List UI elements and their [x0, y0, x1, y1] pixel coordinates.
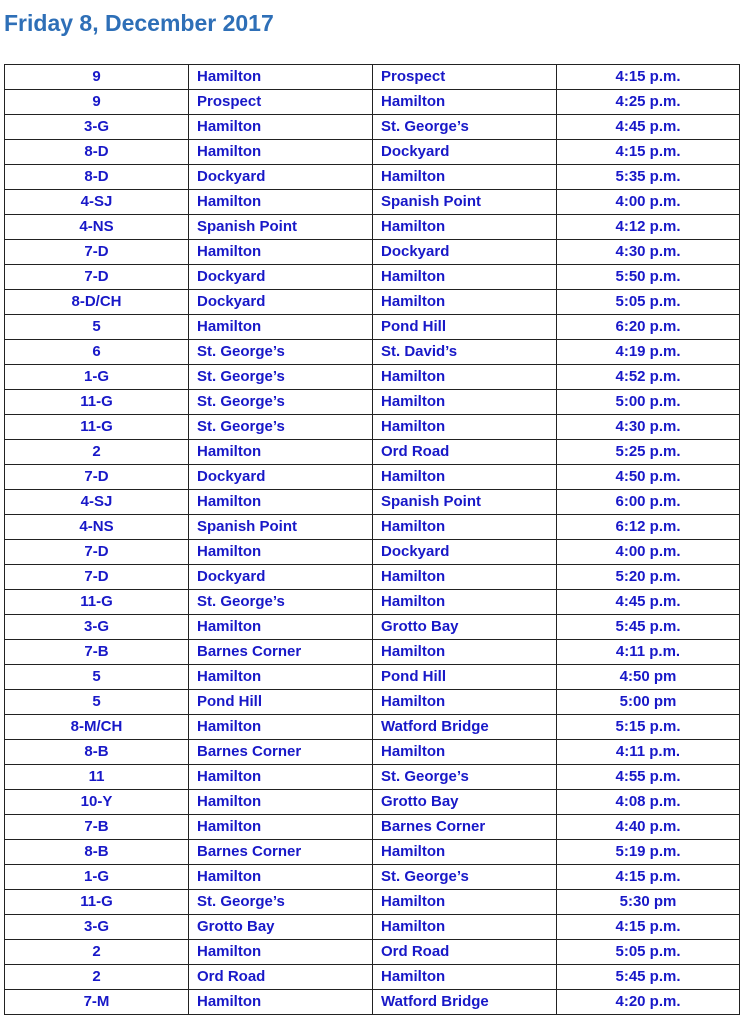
time-cell: 4:15 p.m. [557, 865, 740, 890]
from-cell: Spanish Point [189, 215, 373, 240]
table-row [5, 315, 740, 340]
to-cell: Hamilton [373, 215, 557, 240]
to-cell: Grotto Bay [373, 790, 557, 815]
from-cell: Hamilton [189, 815, 373, 840]
page-title: Friday 8, December 2017 [4, 10, 274, 36]
to-cell: Spanish Point [373, 490, 557, 515]
time-cell: 4:12 p.m. [557, 215, 740, 240]
table-row [5, 790, 740, 815]
route-cell: 11-G [5, 890, 189, 915]
from-cell: Dockyard [189, 265, 373, 290]
to-cell: Spanish Point [373, 190, 557, 215]
table-row [5, 290, 740, 315]
route-cell: 5 [5, 315, 189, 340]
route-cell: 11-G [5, 390, 189, 415]
route-cell: 7-M [5, 990, 189, 1015]
route-cell: 9 [5, 90, 189, 115]
route-cell: 7-B [5, 815, 189, 840]
table-row [5, 740, 740, 765]
route-cell: 7-B [5, 640, 189, 665]
from-cell: Hamilton [189, 440, 373, 465]
to-cell: Hamilton [373, 515, 557, 540]
from-cell: Grotto Bay [189, 915, 373, 940]
route-cell: 4-NS [5, 215, 189, 240]
from-cell: St. George’s [189, 340, 373, 365]
table-row [5, 90, 740, 115]
table-row [5, 240, 740, 265]
to-cell: Prospect [373, 65, 557, 90]
time-cell: 4:15 p.m. [557, 915, 740, 940]
time-cell: 4:45 p.m. [557, 590, 740, 615]
to-cell: Hamilton [373, 465, 557, 490]
to-cell: Hamilton [373, 590, 557, 615]
to-cell: Hamilton [373, 265, 557, 290]
route-cell: 1-G [5, 865, 189, 890]
to-cell: Pond Hill [373, 665, 557, 690]
to-cell: Hamilton [373, 840, 557, 865]
from-cell: Hamilton [189, 865, 373, 890]
route-cell: 8-M/CH [5, 715, 189, 740]
to-cell: Hamilton [373, 165, 557, 190]
route-cell: 3-G [5, 115, 189, 140]
from-cell: Barnes Corner [189, 840, 373, 865]
table-row [5, 340, 740, 365]
from-cell: Hamilton [189, 765, 373, 790]
table-row [5, 540, 740, 565]
to-cell: Ord Road [373, 940, 557, 965]
from-cell: Hamilton [189, 940, 373, 965]
from-cell: Barnes Corner [189, 640, 373, 665]
from-cell: Dockyard [189, 565, 373, 590]
table-row [5, 640, 740, 665]
table-row [5, 265, 740, 290]
from-cell: Spanish Point [189, 515, 373, 540]
table-row [5, 115, 740, 140]
table-row [5, 815, 740, 840]
to-cell: St. David’s [373, 340, 557, 365]
time-cell: 5:05 p.m. [557, 290, 740, 315]
from-cell: Hamilton [189, 615, 373, 640]
time-cell: 6:20 p.m. [557, 315, 740, 340]
table-row [5, 840, 740, 865]
route-cell: 3-G [5, 915, 189, 940]
from-cell: Hamilton [189, 490, 373, 515]
table-row [5, 665, 740, 690]
table-row [5, 715, 740, 740]
time-cell: 6:12 p.m. [557, 515, 740, 540]
to-cell: Hamilton [373, 965, 557, 990]
time-cell: 5:00 pm [557, 690, 740, 715]
from-cell: Hamilton [189, 65, 373, 90]
to-cell: Hamilton [373, 690, 557, 715]
route-cell: 8-D/CH [5, 290, 189, 315]
table-row [5, 165, 740, 190]
route-cell: 8-B [5, 740, 189, 765]
time-cell: 5:15 p.m. [557, 715, 740, 740]
time-cell: 4:00 p.m. [557, 540, 740, 565]
to-cell: Dockyard [373, 240, 557, 265]
time-cell: 5:35 p.m. [557, 165, 740, 190]
route-cell: 8-B [5, 840, 189, 865]
from-cell: St. George’s [189, 890, 373, 915]
table-row [5, 215, 740, 240]
route-cell: 11-G [5, 415, 189, 440]
time-cell: 4:08 p.m. [557, 790, 740, 815]
from-cell: Hamilton [189, 665, 373, 690]
time-cell: 5:45 p.m. [557, 965, 740, 990]
table-row [5, 890, 740, 915]
route-cell: 9 [5, 65, 189, 90]
to-cell: Hamilton [373, 640, 557, 665]
table-row [5, 565, 740, 590]
route-cell: 7-D [5, 265, 189, 290]
time-cell: 5:20 p.m. [557, 565, 740, 590]
to-cell: Hamilton [373, 740, 557, 765]
from-cell: Hamilton [189, 140, 373, 165]
from-cell: Pond Hill [189, 690, 373, 715]
table-row [5, 865, 740, 890]
to-cell: St. George’s [373, 865, 557, 890]
route-cell: 7-D [5, 465, 189, 490]
table-row [5, 465, 740, 490]
route-cell: 5 [5, 690, 189, 715]
from-cell: Barnes Corner [189, 740, 373, 765]
table-row [5, 915, 740, 940]
to-cell: Hamilton [373, 365, 557, 390]
time-cell: 4:20 p.m. [557, 990, 740, 1015]
from-cell: St. George’s [189, 415, 373, 440]
time-cell: 5:25 p.m. [557, 440, 740, 465]
time-cell: 4:30 p.m. [557, 415, 740, 440]
time-cell: 5:30 pm [557, 890, 740, 915]
time-cell: 4:30 p.m. [557, 240, 740, 265]
to-cell: Hamilton [373, 565, 557, 590]
from-cell: Hamilton [189, 715, 373, 740]
route-cell: 11-G [5, 590, 189, 615]
route-cell: 2 [5, 940, 189, 965]
to-cell: Watford Bridge [373, 715, 557, 740]
from-cell: St. George’s [189, 590, 373, 615]
from-cell: Hamilton [189, 240, 373, 265]
route-cell: 7-D [5, 540, 189, 565]
time-cell: 4:50 p.m. [557, 465, 740, 490]
time-cell: 5:50 p.m. [557, 265, 740, 290]
table-row [5, 515, 740, 540]
to-cell: St. George’s [373, 115, 557, 140]
route-cell: 6 [5, 340, 189, 365]
route-cell: 2 [5, 965, 189, 990]
route-cell: 4-NS [5, 515, 189, 540]
time-cell: 4:45 p.m. [557, 115, 740, 140]
to-cell: Hamilton [373, 390, 557, 415]
route-cell: 11 [5, 765, 189, 790]
time-cell: 4:00 p.m. [557, 190, 740, 215]
route-cell: 7-D [5, 565, 189, 590]
from-cell: Ord Road [189, 965, 373, 990]
from-cell: Dockyard [189, 465, 373, 490]
to-cell: Hamilton [373, 90, 557, 115]
from-cell: Hamilton [189, 790, 373, 815]
route-cell: 2 [5, 440, 189, 465]
from-cell: Hamilton [189, 115, 373, 140]
time-cell: 5:19 p.m. [557, 840, 740, 865]
time-cell: 4:15 p.m. [557, 65, 740, 90]
to-cell: Hamilton [373, 290, 557, 315]
from-cell: Dockyard [189, 290, 373, 315]
time-cell: 4:11 p.m. [557, 740, 740, 765]
from-cell: Hamilton [189, 540, 373, 565]
time-cell: 5:05 p.m. [557, 940, 740, 965]
to-cell: Hamilton [373, 890, 557, 915]
from-cell: Hamilton [189, 990, 373, 1015]
route-cell: 1-G [5, 365, 189, 390]
to-cell: Dockyard [373, 140, 557, 165]
route-cell: 8-D [5, 140, 189, 165]
time-cell: 4:50 pm [557, 665, 740, 690]
table-row [5, 690, 740, 715]
table-row [5, 965, 740, 990]
route-cell: 5 [5, 665, 189, 690]
time-cell: 4:52 p.m. [557, 365, 740, 390]
from-cell: Dockyard [189, 165, 373, 190]
table-row [5, 390, 740, 415]
time-cell: 5:00 p.m. [557, 390, 740, 415]
schedule-body [5, 65, 740, 1015]
table-row [5, 365, 740, 390]
to-cell: Hamilton [373, 915, 557, 940]
table-row [5, 65, 740, 90]
time-cell: 4:55 p.m. [557, 765, 740, 790]
time-cell: 4:25 p.m. [557, 90, 740, 115]
from-cell: Prospect [189, 90, 373, 115]
table-row [5, 140, 740, 165]
from-cell: St. George’s [189, 365, 373, 390]
time-cell: 4:19 p.m. [557, 340, 740, 365]
time-cell: 4:15 p.m. [557, 140, 740, 165]
time-cell: 4:11 p.m. [557, 640, 740, 665]
table-row [5, 415, 740, 440]
from-cell: Hamilton [189, 190, 373, 215]
to-cell: Ord Road [373, 440, 557, 465]
to-cell: Barnes Corner [373, 815, 557, 840]
route-cell: 3-G [5, 615, 189, 640]
bus-schedule-table [4, 64, 740, 1015]
to-cell: Dockyard [373, 540, 557, 565]
table-row [5, 490, 740, 515]
time-cell: 5:45 p.m. [557, 615, 740, 640]
table-row [5, 190, 740, 215]
time-cell: 4:40 p.m. [557, 815, 740, 840]
route-cell: 7-D [5, 240, 189, 265]
route-cell: 4-SJ [5, 190, 189, 215]
table-row [5, 765, 740, 790]
time-cell: 6:00 p.m. [557, 490, 740, 515]
to-cell: Hamilton [373, 415, 557, 440]
to-cell: Pond Hill [373, 315, 557, 340]
route-cell: 10-Y [5, 790, 189, 815]
route-cell: 4-SJ [5, 490, 189, 515]
table-row [5, 440, 740, 465]
to-cell: Watford Bridge [373, 990, 557, 1015]
from-cell: St. George’s [189, 390, 373, 415]
from-cell: Hamilton [189, 315, 373, 340]
to-cell: St. George’s [373, 765, 557, 790]
table-row [5, 590, 740, 615]
table-row [5, 615, 740, 640]
route-cell: 8-D [5, 165, 189, 190]
table-row [5, 940, 740, 965]
to-cell: Grotto Bay [373, 615, 557, 640]
table-row [5, 990, 740, 1015]
